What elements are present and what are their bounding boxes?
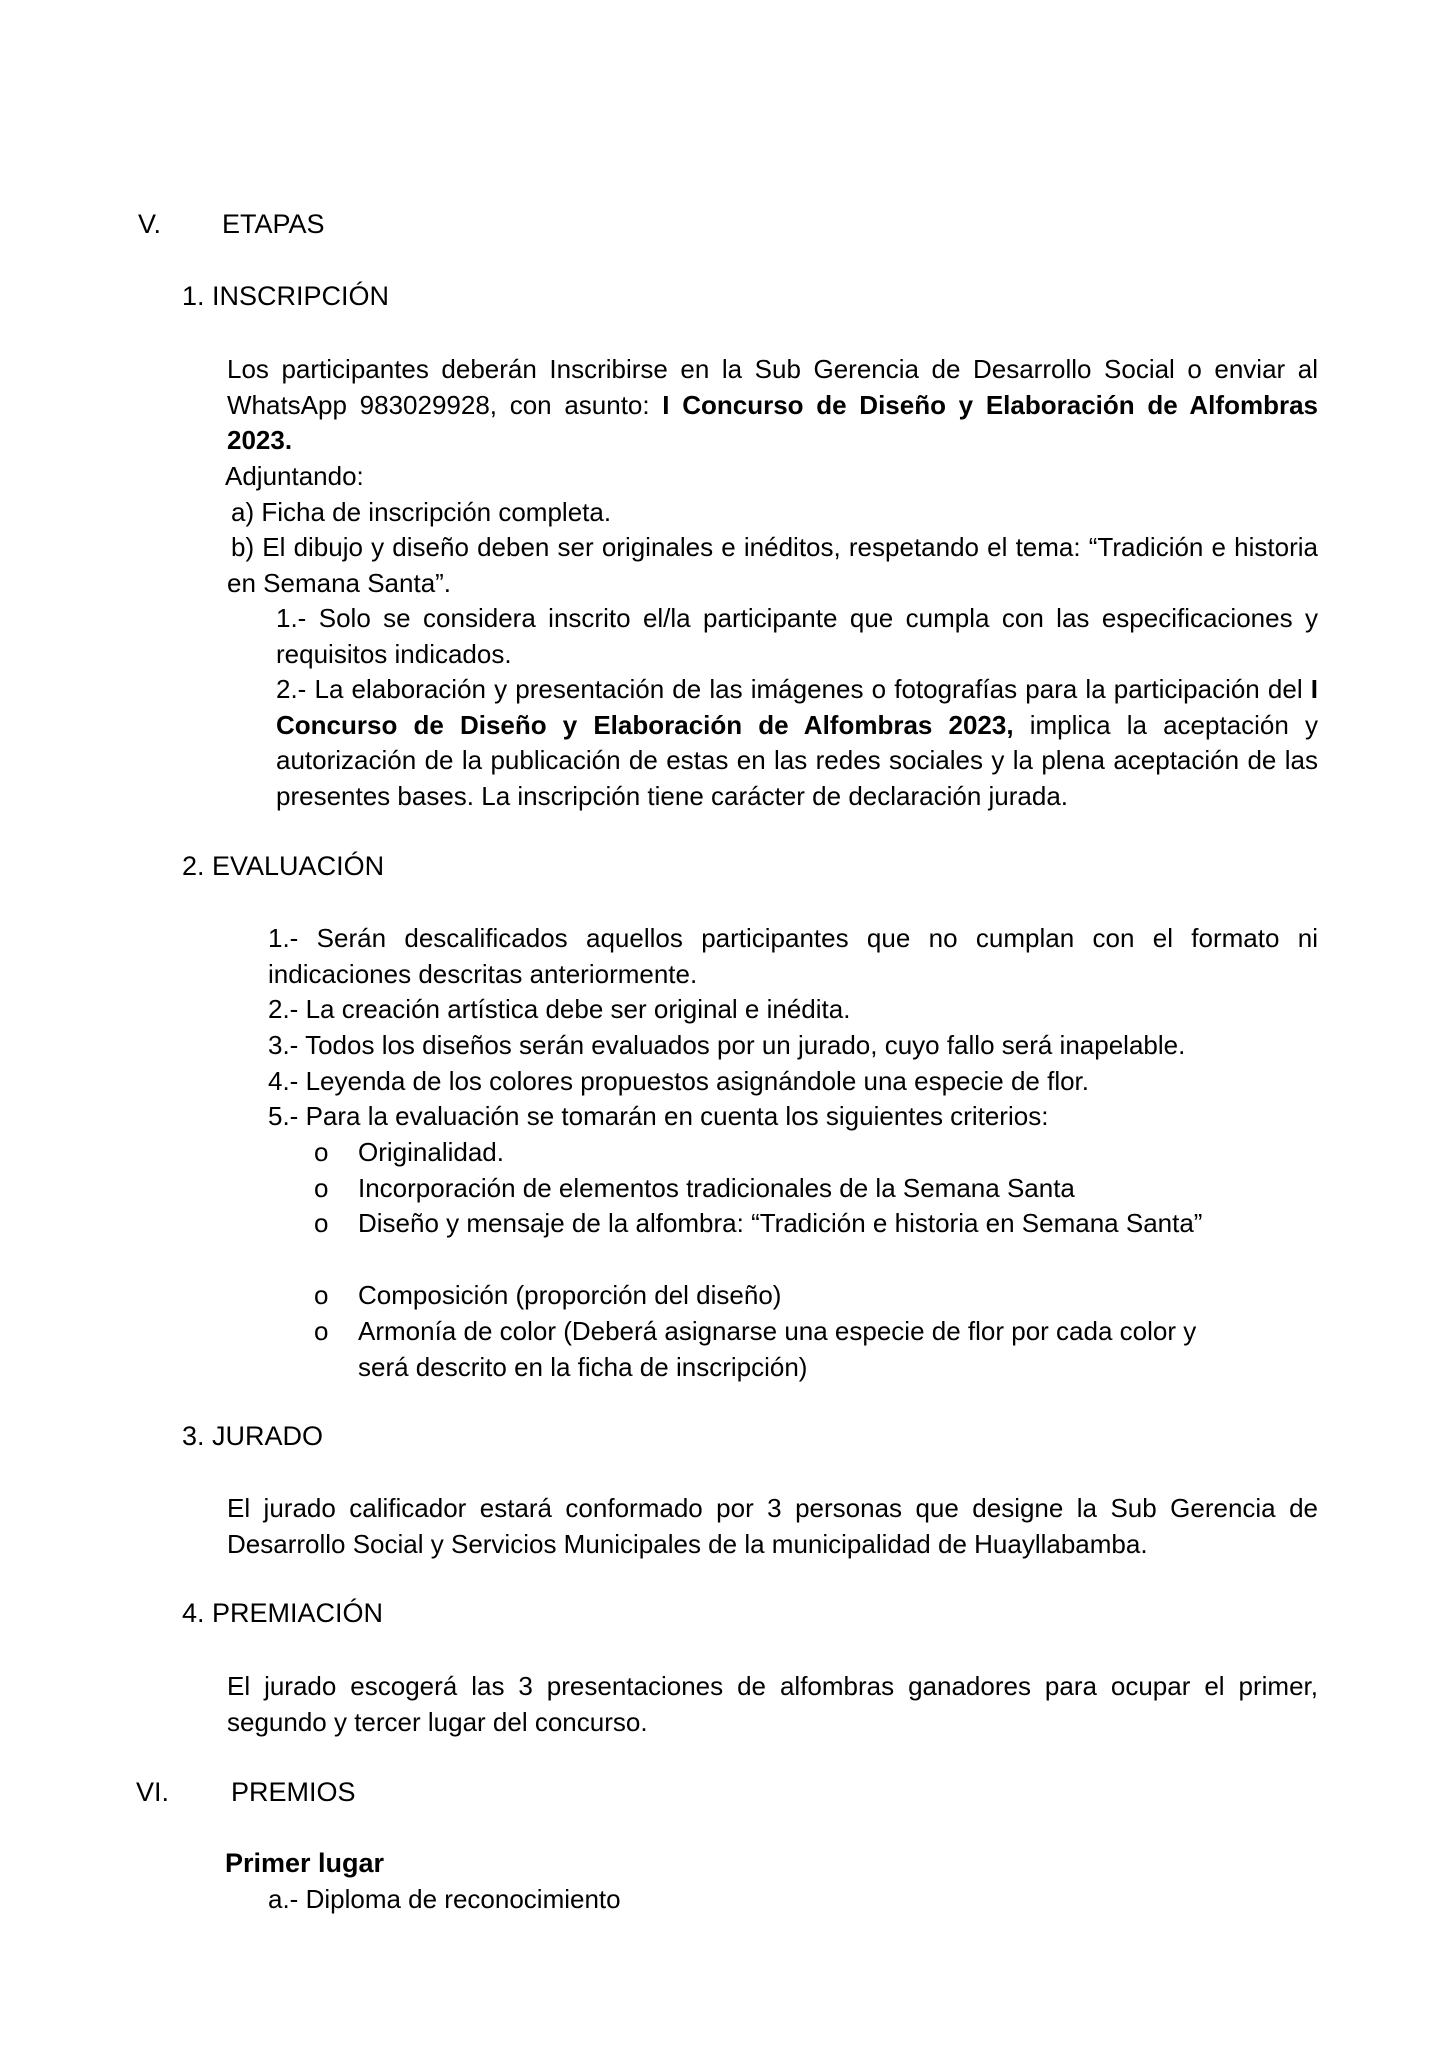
bullet-marker: o <box>314 1137 329 1167</box>
bullet-marker: o <box>314 1173 329 1203</box>
bullet-marker: o <box>314 1316 329 1346</box>
criteria-text: Incorporación de elementos tradicionales de la Semana Santa <box>358 1173 1075 1203</box>
section-vi-title: PREMIOS <box>231 1777 356 1807</box>
bullet-marker: o <box>314 1280 329 1310</box>
inscripcion-note-2 <box>276 672 1318 814</box>
bullet-marker: o <box>314 1208 329 1238</box>
section-v-numeral: V. <box>138 209 162 239</box>
evaluacion-heading: 2. EVALUACIÓN <box>182 851 385 881</box>
item-b: b) El dibujo y diseño deben ser originales e inéditos, respetando el tema: “Tradición e historia en Semana Santa”. <box>227 532 1318 598</box>
criteria-item <box>314 1171 1214 1207</box>
contest-name-bold: I Concurso de Diseño y Elaboración de Alfombras 2023. <box>227 389 1318 455</box>
inscripcion-heading: 1. INSCRIPCIÓN <box>182 281 390 311</box>
evaluacion-item-2: 2.- La creación artística debe ser original e inédita. <box>268 994 851 1024</box>
inscripcion-paragraph-text: Los participantes deberán Inscribirse en la Sub Gerencia de Desarrollo Social o enviar al WhatsApp 983029928, con asunto: <box>227 354 1318 420</box>
section-vi-numeral: VI. <box>136 1777 170 1807</box>
evaluacion-item-5: 5.- Para la evaluación se tomarán en cuenta los siguientes criterios: <box>268 1101 1049 1131</box>
inscripcion-paragraph <box>227 352 1318 459</box>
criteria-text: Armonía de color (Deberá asignarse una especie de flor por cada color y será descrito en la ficha de inscripción) <box>358 1316 1197 1382</box>
criteria-item <box>314 1314 1214 1386</box>
note-2-contest-bold: I Concurso de Diseño y Elaboración de Alfombras 2023, <box>276 674 1318 740</box>
criteria-item <box>314 1278 1214 1314</box>
evaluacion-item-4: 4.- Leyenda de los colores propuestos asignándole una especie de flor. <box>268 1066 1090 1096</box>
item-a: a) Ficha de inscripción completa. <box>231 497 612 527</box>
criteria-text: Composición (proporción del diseño) <box>358 1280 782 1310</box>
criteria-item <box>314 1206 1214 1278</box>
jurado-text: El jurado calificador estará conformado por 3 personas que designe la Sub Gerencia de Desarrollo Social y Servicios Municipales de la municipalidad de Huayllabamba. <box>227 1493 1318 1559</box>
criteria-text: Originalidad. <box>358 1137 504 1167</box>
evaluacion-item-1: 1.- Serán descalificados aquellos participantes que no cumplan con el formato ni indicaciones descritas anteriormente. <box>268 923 1318 989</box>
inscripcion-note-1: 1.- Solo se considera inscrito el/la participante que cumpla con las especificaciones y requisitos indicados. <box>276 603 1318 669</box>
section-v-title: ETAPAS <box>222 209 325 239</box>
criteria-text: Diseño y mensaje de la alfombra: “Tradición e historia en Semana Santa” <box>358 1208 1203 1238</box>
evaluacion-item-3: 3.- Todos los diseños serán evaluados por un jurado, cuyo fallo será inapelable. <box>268 1030 1186 1060</box>
first-place-label: Primer lugar <box>225 1848 385 1878</box>
premiacion-text: El jurado escogerá las 3 presentaciones de alfombras ganadores para ocupar el primer, segundo y tercer lugar del concurso. <box>227 1671 1318 1737</box>
criteria-item <box>314 1135 1214 1171</box>
note-2-text-c: implica la aceptación y autorización de la publicación de estas en las redes sociales y la plena aceptación de las presentes bases. La inscripción tiene carácter de declaración jurada. <box>276 709 1318 811</box>
note-2-text-a: 2.- La elaboración y presentación de las imágenes o fotografías para la participación del <box>276 674 1311 704</box>
first-place-item: a.- Diploma de reconocimiento <box>268 1884 621 1914</box>
adjuntando-label: Adjuntando: <box>225 461 364 491</box>
premiacion-heading: 4. PREMIACIÓN <box>182 1598 384 1628</box>
jurado-heading: 3. JURADO <box>182 1421 324 1451</box>
